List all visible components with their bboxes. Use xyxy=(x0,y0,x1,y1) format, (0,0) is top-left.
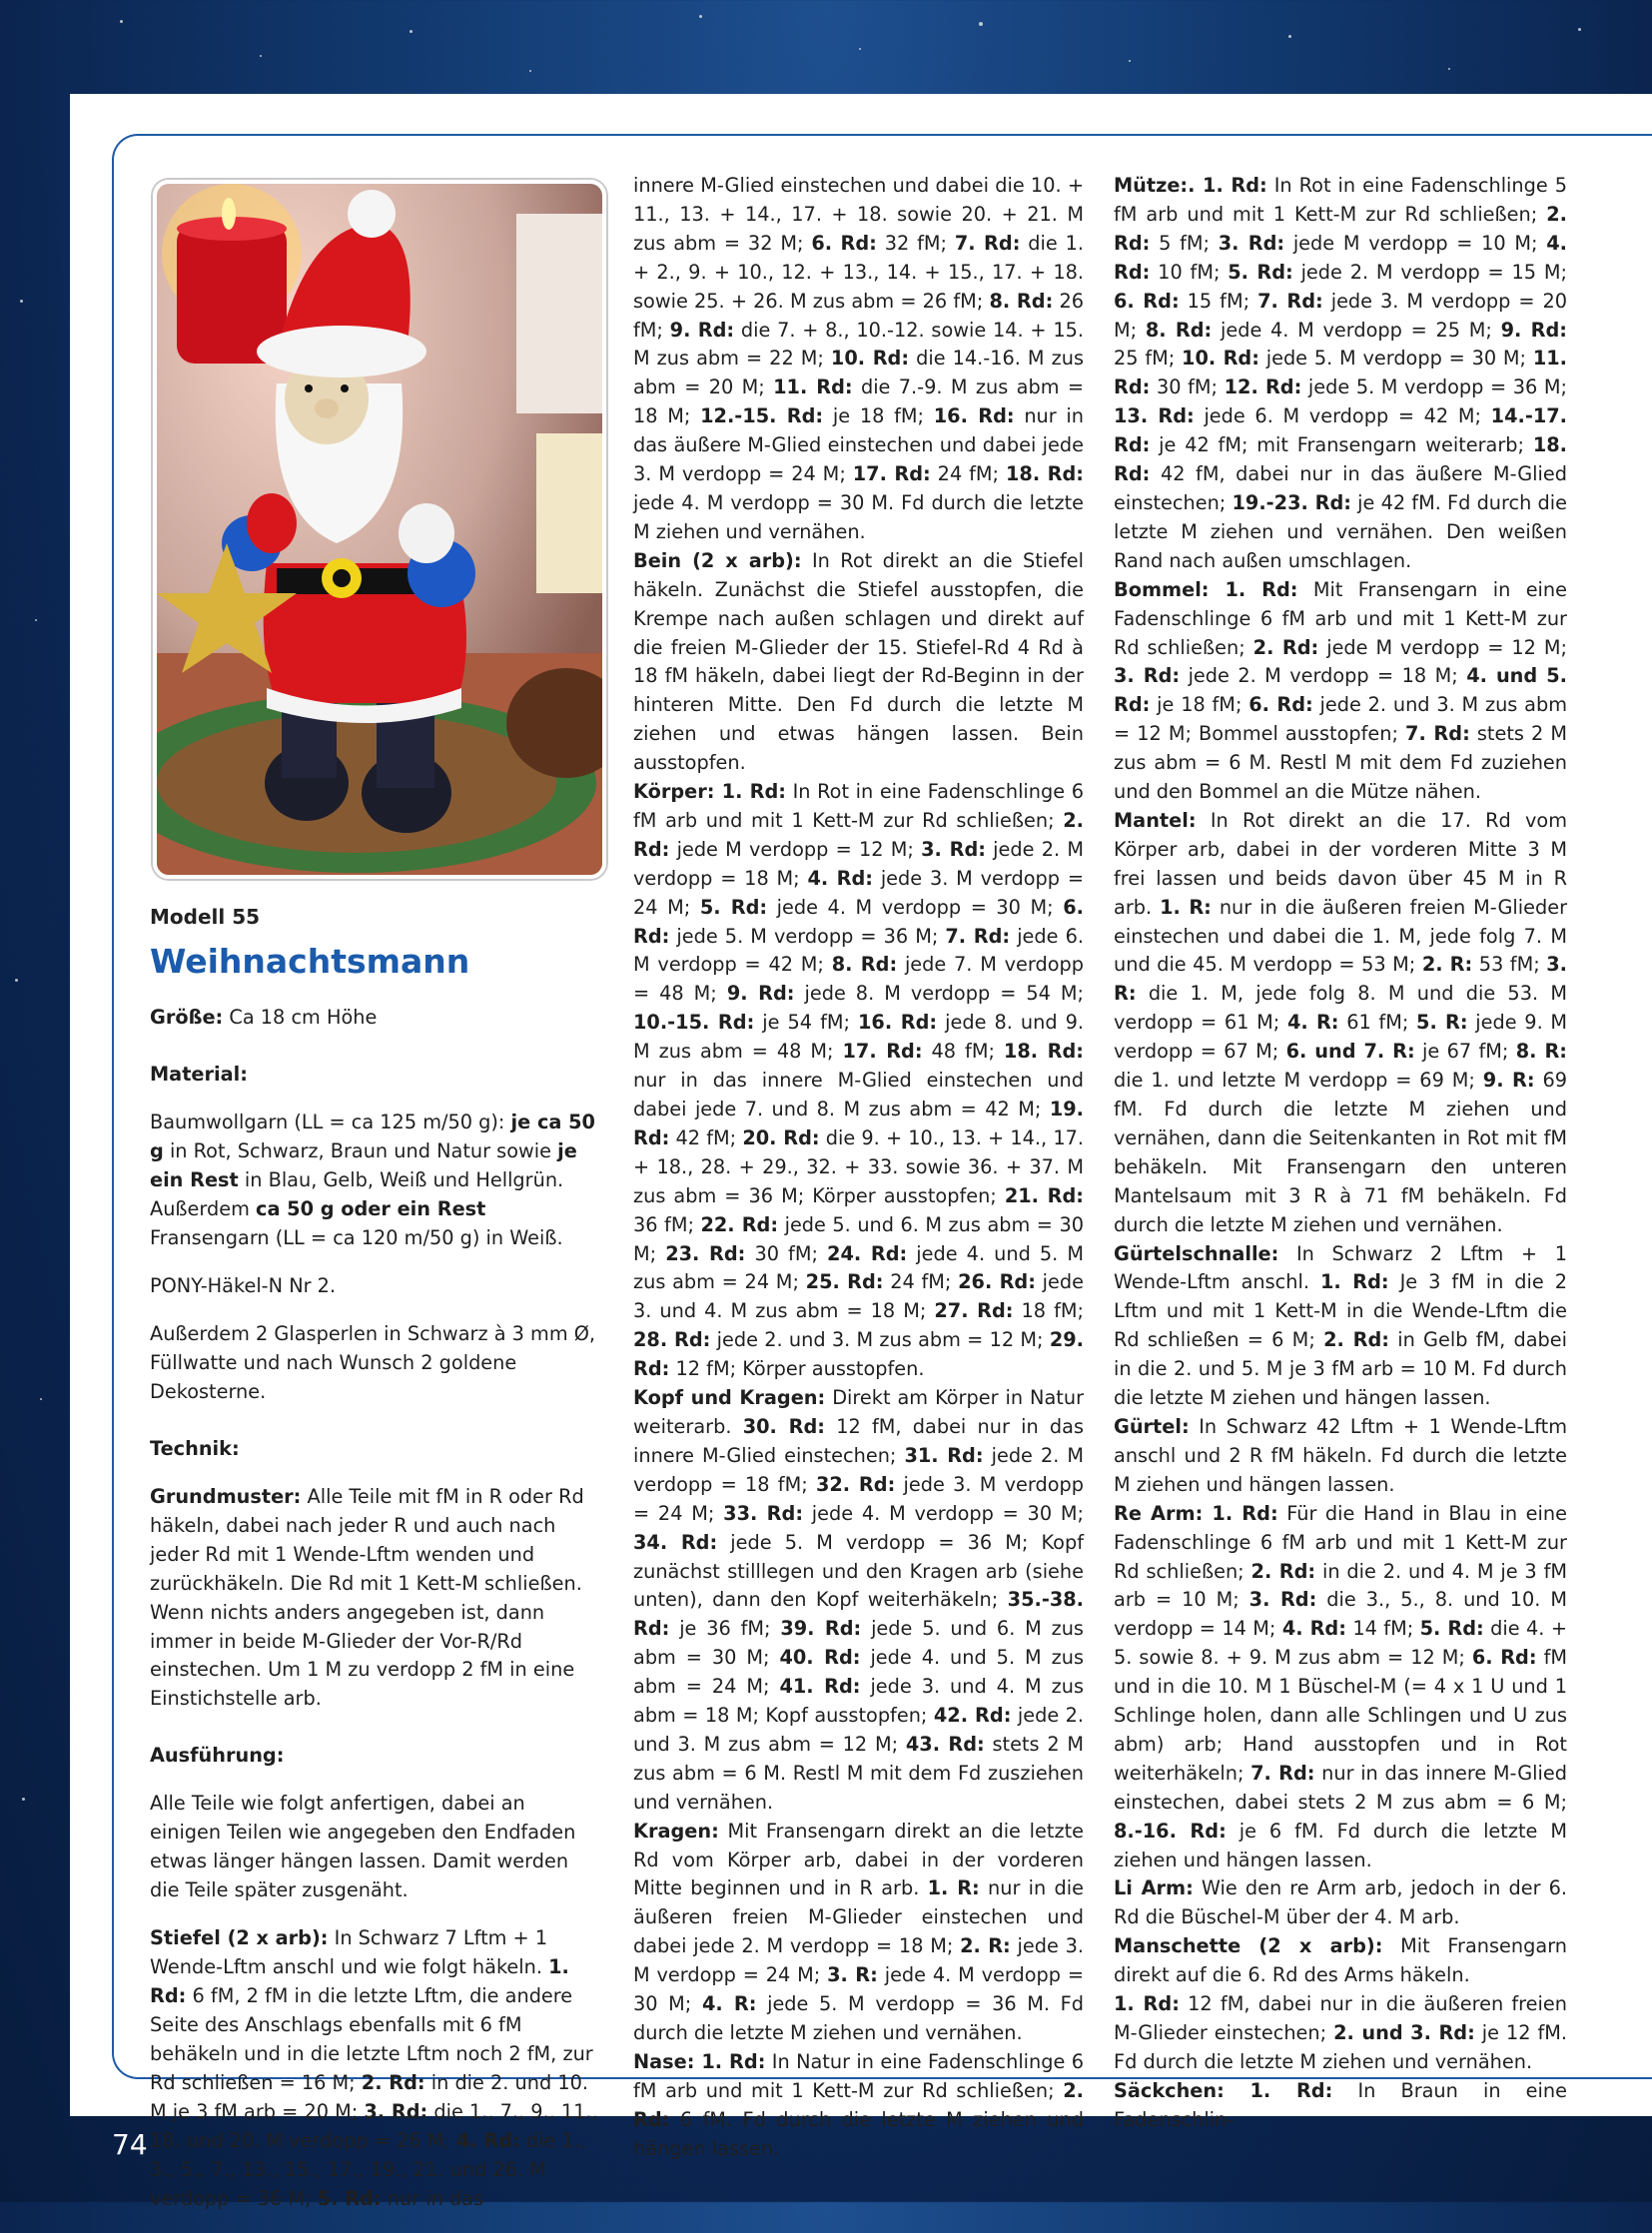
text-run: In Braun in eine Fadenschlin- xyxy=(1114,2078,1567,2131)
bold-label: Kragen: xyxy=(633,1819,719,1843)
bold-label: Mantel: xyxy=(1114,808,1197,832)
text-run: die 9. + 10., 13. + 14., 17. + 18., 28. + 29., 32. + 33. sowie 36. + 37. M zus abm = 36 M; Körper ausstopfen; xyxy=(633,1125,1084,1207)
text-run: Je 3 fM in die 2 Lftm und mit 1 Kett-M in die Wende-Lftm die Rd schließen = 6 M; xyxy=(1114,1270,1567,1352)
size-value: Ca 18 cm Höhe xyxy=(223,1005,378,1029)
bold-label: 1. Rd: xyxy=(1319,1270,1389,1294)
bold-label: 6. und 7. R: xyxy=(1285,1040,1415,1064)
text-run: 69 fM. Fd durch die letzte M ziehen und vernähen, dann die Seitenkanten in Rot mit fM behäkeln. Mit Fransengarn den unteren Mantelsaum mit 3 R à 71 fM behäkeln. Fd durch die letzte M ziehen und vernähen. xyxy=(1114,1069,1567,1236)
text-run: je 54 fM; xyxy=(754,1011,859,1035)
text-run: jede 2. M verdopp = 15 M; xyxy=(1292,260,1567,284)
bold-label: Li Arm: xyxy=(1114,1876,1194,1900)
bold-label: Manschette (2 x arb): xyxy=(1114,1934,1383,1958)
text-run: In Natur in eine Fadenschlinge 6 fM arb und mit 1 Kett-M zur Rd schließen; xyxy=(633,2049,1084,2102)
text-run: jede 2. und 3. M zus abm = 12 M; Bommel ausstopfen; xyxy=(1114,693,1567,746)
technik-text xyxy=(150,1483,600,1714)
text-run: in Rot, Schwarz, Braun und Natur sowie xyxy=(163,1138,558,1162)
instruction-paragraph xyxy=(633,1384,1084,1818)
bold-label: 4. R: xyxy=(1286,1011,1339,1035)
bold-label: 4. und 5. Rd: xyxy=(1114,664,1567,717)
instruction-paragraph xyxy=(1114,1990,1567,2077)
bold-label: 11. Rd: xyxy=(773,375,853,399)
technik-heading: Technik: xyxy=(150,1436,240,1460)
bold-label: 13. Rd: xyxy=(1114,404,1195,428)
instruction-paragraph xyxy=(1114,1240,1567,1413)
text-run: je 12 fM. Fd durch die letzte M ziehen und vernähen. xyxy=(1114,2021,1567,2073)
instruction-paragraph xyxy=(633,547,1084,778)
text-run: in die 2. und 4. M je 3 fM arb = 10 M; xyxy=(1114,1559,1567,1612)
text-run: 25 fM; xyxy=(1114,347,1183,371)
bold-label: 3. R: xyxy=(827,1963,878,1987)
text-run: 24 fM; xyxy=(883,1270,959,1294)
material-section xyxy=(150,1061,600,1407)
text-run: jede 4. M verdopp = 30 M; xyxy=(633,1963,1085,2016)
text-run: jede 8. M verdopp = 54 M; xyxy=(794,982,1084,1006)
bold-label: Gürtel: xyxy=(1114,1414,1190,1438)
bold-label: Körper: 1. Rd: xyxy=(633,780,786,804)
text-run: die 1., 7., 9., 11., 18. und 20. M verdopp = 26 M; xyxy=(150,2099,598,2152)
bold-label: 1. R: xyxy=(927,1876,980,1900)
bold-label: 3. Rd: xyxy=(1248,1588,1317,1612)
technik-section xyxy=(150,1435,600,1714)
text-run: jede 3. und 4. M zus abm = 18 M; xyxy=(633,1270,1084,1323)
text-run: Alle Teile mit fM in R oder Rd häkeln, dabei nach jeder R und auch nach jeder Rd mit 1 Wende-Lftm wenden und zurückhäkeln. Die Rd mit 1 Kett-M schließen. Wenn nichts anders angegeben ist, dann immer in beide M-Glieder der Vor-R/Rd einstechen. Um 1 M zu verdopp 2 fM in eine Einstichstelle arb. xyxy=(150,1484,584,1711)
text-run: jede 5. M verdopp = 30 M; xyxy=(1258,347,1533,371)
bold-label: 42. Rd: xyxy=(933,1704,1012,1728)
text-run: jede 3. M verdopp = 24 M; xyxy=(633,1934,1084,1987)
bold-label: 3. Rd: xyxy=(921,837,986,861)
bold-label: Kopf und Kragen: xyxy=(633,1386,826,1410)
text-run: innere M-Glied einstechen und dabei die 10. + 11., 13. + 14., 17. + 18. sowie 20. + 21. M zus abm = 32 M; xyxy=(633,174,1084,255)
bold-label: 5. Rd: xyxy=(317,2186,382,2210)
text-run: jede 5. M verdopp = 36 M; xyxy=(669,924,946,948)
middle-column xyxy=(633,172,1084,2164)
text-run: jede 8. und 9. M zus abm = 48 M; xyxy=(633,1011,1084,1064)
text-run: jede M verdopp = 12 M; xyxy=(669,837,922,861)
ausfuehrung-heading: Ausführung: xyxy=(150,1744,285,1768)
right-column xyxy=(1114,172,1567,2135)
text-run: je 36 fM; xyxy=(669,1617,781,1641)
text-run: 12 fM, dabei nur in die äußeren freien M-Glieder einstechen; xyxy=(1114,1992,1567,2044)
ausfuehrung-section xyxy=(150,1742,600,2213)
bold-label: 26. Rd: xyxy=(958,1270,1036,1294)
text-run: 12 fM, dabei nur in das innere M-Glied einstechen; xyxy=(633,1414,1084,1467)
text-run: 30 fM; xyxy=(1150,375,1225,399)
bold-label: 1. Rd: xyxy=(150,1955,569,2008)
bold-label: 4. Rd: xyxy=(455,2128,520,2152)
bold-label: 5. Rd: xyxy=(1419,1617,1484,1641)
bold-label: 8. Rd: xyxy=(989,289,1054,313)
instruction-paragraph xyxy=(633,2048,1084,2164)
text-run: Mit Fransengarn direkt an die letzte Rd vom Körper arb, dabei in der vorderen Mitte beginnen und in R arb. xyxy=(633,1819,1084,1900)
text-run: je 42 fM. Fd durch die letzte M ziehen und vernähen. Den weißen Rand nach außen umschlagen. xyxy=(1114,490,1568,572)
text-run: 26 fM; xyxy=(633,289,1084,342)
text-run: 42 fM; xyxy=(669,1125,743,1149)
text-run: die 7. + 8., 10.-12. sowie 14. + 15. M zus abm = 22 M; xyxy=(633,318,1084,371)
text-run: jede 2. M verdopp = 18 M; xyxy=(1180,664,1467,688)
bold-label: 7. Rd: xyxy=(1405,722,1470,746)
bold-label: 6. Rd: xyxy=(1114,289,1180,313)
text-run: jede 7. M verdopp = 48 M; xyxy=(633,953,1084,1006)
bold-label: 9. Rd: xyxy=(1500,318,1567,342)
bold-label: 3. Rd: xyxy=(364,2099,428,2123)
bold-label: 8.-16. Rd: xyxy=(1114,1819,1227,1843)
bold-label: 31. Rd: xyxy=(904,1443,984,1467)
bold-label: 16. Rd: xyxy=(858,1011,938,1035)
bold-label: 17. Rd: xyxy=(852,462,931,486)
bold-label: 5. Rd: xyxy=(1228,260,1293,284)
text-run: 42 fM, dabei nur in das äußere M-Glied einstechen; xyxy=(1114,462,1567,514)
text-run: jede 3. M verdopp = 24 M; xyxy=(633,866,1084,919)
text-run: je 6 fM. Fd durch die letzte M ziehen und hängen lassen. xyxy=(1114,1819,1567,1871)
text-run: jede 6. M verdopp = 42 M; xyxy=(633,924,1084,977)
text-run: jede 6. M verdopp = 42 M; xyxy=(1194,404,1491,428)
bold-label: 18. Rd: xyxy=(1005,462,1085,486)
bold-label: Gürtelschnalle: xyxy=(1114,1241,1279,1265)
bold-label: 25. Rd: xyxy=(805,1270,884,1294)
bold-label: 7. Rd: xyxy=(1250,1761,1315,1785)
text-run: In Rot direkt an die 17. Rd vom Körper arb, dabei in der vorderen Mitte 3 M frei lassen und beids davon über 45 M in R arb. xyxy=(1114,808,1567,919)
page-number: 74 xyxy=(112,2128,148,2161)
bold-label: 29. Rd: xyxy=(633,1328,1084,1381)
text-run: jede 2. M verdopp = 18 fM; xyxy=(633,1443,1084,1496)
bold-label: 23. Rd: xyxy=(665,1241,746,1265)
text-run: jede 5. M verdopp = 36 M. Fd durch die letzte M ziehen und vernähen. xyxy=(633,1992,1084,2044)
text-run: In Schwarz 2 Lftm + 1 Wende-Lftm anschl. xyxy=(1114,1241,1567,1294)
bold-label: 28. Rd: xyxy=(633,1328,711,1352)
bold-label: je ein Rest xyxy=(150,1138,577,1191)
bold-label: 12. Rd: xyxy=(1224,375,1302,399)
text-run: jede 4. und 5. M zus abm = 24 M; xyxy=(633,1646,1084,1699)
bold-label: 40. Rd: xyxy=(779,1646,861,1670)
text-run: jede 4. M verdopp = 25 M; xyxy=(1212,318,1501,342)
bold-label: Stiefel (2 x arb): xyxy=(150,1926,329,1950)
material-heading: Material: xyxy=(150,1062,248,1086)
bold-label: 30. Rd: xyxy=(742,1414,826,1438)
text-run: je 18 fM; xyxy=(1150,693,1249,717)
bold-label: 6. Rd: xyxy=(1248,693,1313,717)
text-run: nur in das äußere M-Glied einstechen und dabei jede 3. M verdopp = 24 M; xyxy=(633,404,1085,486)
text-run: In Rot in eine Fadenschlinge 5 fM arb und mit 1 Kett-M zur Rd schließen; xyxy=(1114,174,1567,226)
material-line-1: PONY-Häkel-N Nr 2. xyxy=(150,1273,337,1297)
text-run: jede 5. und 6. M zus abm = 30 M; xyxy=(633,1617,1084,1670)
bold-label: 5. Rd: xyxy=(699,895,768,919)
text-run: nur in die äußeren freien M-Glieder einstechen und dabei die 1. M, jede folg 7. M und die 45. M verdopp = 53 M; xyxy=(1114,895,1567,977)
bold-label: 21. Rd: xyxy=(1004,1183,1084,1207)
bold-label: Mütze:. 1. Rd: xyxy=(1114,174,1267,197)
material-line-2: Außerdem 2 Glasperlen in Schwarz à 3 mm Ø, Füllwatte und nach Wunsch 2 goldene Dekosterne. xyxy=(150,1322,596,1403)
text-run: 48 fM; xyxy=(922,1040,1004,1064)
bold-label: 16. Rd: xyxy=(933,404,1015,428)
bold-label: 6. Rd: xyxy=(633,895,1084,948)
text-run: 30 fM; xyxy=(745,1241,828,1265)
bold-label: 2. Rd: xyxy=(1323,1328,1389,1352)
bold-label: Bommel: 1. Rd: xyxy=(1114,577,1298,601)
text-run: 24 fM; xyxy=(930,462,1006,486)
instruction-paragraph xyxy=(1114,1413,1567,1500)
text-run: 10 fM; xyxy=(1150,260,1229,284)
bold-label: 19.-23. Rd: xyxy=(1232,490,1351,514)
ausfuehrung-text: Alle Teile wie folgt anfertigen, dabei an einigen Teilen wie angegeben den Endfaden etwas länger hängen lassen. Damit werden die Teile später zusgenäht. xyxy=(150,1792,576,1902)
text-run: fM und in die 10. M 1 Büschel-M (= 4 x 1 U und 1 Schlinge holen, dann alle Schlingen und U zus abm) arb; Hand ausstopfen und in Rot weiterhäkeln; xyxy=(1114,1646,1567,1785)
text-run: stets 2 M zus abm = 6 M. Restl M mit dem Fd zusziehen und vernähen. xyxy=(633,1732,1084,1814)
bold-label: 2. Rd: xyxy=(361,2070,425,2094)
bold-label: 35.-38. Rd: xyxy=(633,1588,1084,1641)
text-run: jede 2. M verdopp = 18 M; xyxy=(633,837,1084,890)
text-run: 5 fM; xyxy=(1150,231,1219,255)
bold-label: 19. Rd: xyxy=(633,1098,1084,1149)
text-run: in die 2. und 10. M je 3 fM arb = 20 M; xyxy=(150,2070,589,2123)
bold-label: Nase: 1. Rd: xyxy=(633,2049,766,2073)
bold-label: 2. Rd: xyxy=(1252,635,1319,659)
text-run: nur in das innere M-Glied einstechen und dabei jede 7. und 8. M zus abm = 42 M; xyxy=(633,1069,1084,1120)
instruction-paragraph xyxy=(633,1818,1084,2048)
text-run: je 67 fM; xyxy=(1414,1040,1516,1064)
bold-label: 2. R: xyxy=(960,1934,1011,1958)
text-run: Für die Hand in Blau in eine Fadenschlinge 6 fM arb und mit 1 Kett-M zur Rd schließen; xyxy=(1114,1501,1567,1583)
text-run: In Rot in eine Fadenschlinge 6 fM arb und mit 1 Kett-M zur Rd schließen; xyxy=(633,780,1084,832)
text-run: jede 3. M verdopp = 20 M; xyxy=(1114,289,1567,342)
instruction-paragraph xyxy=(1114,172,1567,576)
text-run: In Schwarz 42 Lftm + 1 Wende-Lftm anschl und 2 R fM häkeln. Fd durch die letzte M ziehen und hängen lassen. xyxy=(1114,1414,1567,1496)
text-run: Mit Fransengarn direkt auf die 6. Rd des Arms häkeln. xyxy=(1114,1934,1568,1987)
instruction-paragraph xyxy=(1114,2077,1567,2135)
bold-label: 5. R: xyxy=(1416,1011,1468,1035)
text-run: 14 fM; xyxy=(1345,1617,1420,1641)
instruction-paragraph xyxy=(1114,807,1567,1240)
bold-label: Re Arm: 1. Rd: xyxy=(1114,1501,1278,1525)
stiefel-text xyxy=(150,1924,600,2213)
bold-label: 14.-17. Rd: xyxy=(1114,404,1567,457)
bold-label: 1. Rd: xyxy=(1114,1992,1180,2016)
text-run: Mit Fransengarn in eine Fadenschlinge 6 fM arb und mit 1 Kett-M zur Rd schließen; xyxy=(1114,577,1567,659)
bold-label: 18. Rd: xyxy=(1003,1040,1084,1064)
text-run: jede 9. M verdopp = 67 M; xyxy=(1114,1011,1568,1064)
text-run: jede 4. M verdopp = 30 M; xyxy=(767,895,1064,919)
size-line xyxy=(150,1004,600,1033)
bold-label: 34. Rd: xyxy=(633,1530,718,1554)
model-number: Modell 55 xyxy=(150,905,261,929)
bold-label: 4. Rd: xyxy=(807,866,873,890)
size-label: Größe: xyxy=(150,1005,224,1029)
bold-label: 3. Rd: xyxy=(1114,664,1181,688)
text-run: die 1. + 2., 9. + 10., 12. + 13., 14. + 15., 17. + 18. sowie 25. + 26. M zus abm = 26 fM; xyxy=(633,231,1084,313)
bold-label: 4. R: xyxy=(701,1992,757,2016)
text-run: stets 2 M zus abm = 6 M. Restl M mit dem Fd zuziehen und den Bommel an die Mütze nähen. xyxy=(1114,722,1567,804)
bold-label: 7. Rd: xyxy=(945,924,1011,948)
bold-label: 17. Rd: xyxy=(842,1040,923,1064)
material-text xyxy=(150,1109,600,1253)
text-run: 53 fM; xyxy=(1472,953,1547,977)
bold-label: 8. Rd: xyxy=(1145,318,1213,342)
bold-label: 1. R: xyxy=(1160,895,1212,919)
bold-label: 12.-15. Rd: xyxy=(700,404,824,428)
text-run: jede 5. und 6. M zus abm = 30 M; xyxy=(633,1212,1084,1265)
instruction-paragraph xyxy=(1114,1932,1567,1990)
text-run: nur in die äußeren freien M-Glieder einstechen und dabei jede 2. M verdopp = 18 M; xyxy=(633,1876,1084,1958)
text-run: jede 3. M verdopp = 24 M; xyxy=(633,1472,1084,1525)
bold-label: 33. Rd: xyxy=(723,1501,804,1525)
bold-label: je ca 50 g xyxy=(150,1111,595,1162)
text-run: Baumwollgarn (LL = ca 125 m/50 g): xyxy=(150,1111,511,1134)
bold-label: Grundmuster: xyxy=(150,1484,302,1508)
bold-label: 11. Rd: xyxy=(1114,347,1567,399)
bold-label: 8. Rd: xyxy=(831,953,898,977)
text-run: jede M verdopp = 12 M; xyxy=(1318,635,1567,659)
bold-label: 32. Rd: xyxy=(815,1472,896,1496)
instruction-paragraph xyxy=(633,778,1084,1384)
text-run: jede 4. M verdopp = 30 M; xyxy=(803,1501,1084,1525)
bold-label: 2. Rd: xyxy=(1250,1559,1316,1583)
text-run: die 1. M, jede folg 8. M und die 53. M verdopp = 61 M; xyxy=(1114,982,1567,1035)
text-run: 32 fM; xyxy=(876,231,955,255)
text-run: jede 3. und 4. M zus abm = 18 M; Kopf ausstopfen; xyxy=(633,1675,1084,1728)
bold-label: 9. Rd: xyxy=(669,318,735,342)
instruction-paragraph xyxy=(1114,1500,1567,1875)
text-run: je 18 fM; xyxy=(823,404,934,428)
text-run: jede 2. und 3. M zus abm = 12 M; xyxy=(633,1704,1085,1756)
bold-label: 10. Rd: xyxy=(1182,347,1259,371)
bold-label: 3. Rd: xyxy=(1218,231,1285,255)
bold-label: 39. Rd: xyxy=(780,1617,862,1641)
bold-label: 24. Rd: xyxy=(827,1241,908,1265)
bold-label: Bein (2 x arb): xyxy=(633,548,802,572)
bold-label: 2. Rd: xyxy=(633,808,1084,861)
bold-label: 10. Rd: xyxy=(830,347,910,371)
bold-label: 2. Rd: xyxy=(1114,202,1567,255)
text-run: jede 4. M verdopp = 30 M. Fd durch die letzte M ziehen und vernähen. xyxy=(633,490,1084,543)
text-run: 15 fM; xyxy=(1179,289,1258,313)
text-run: 36 fM; xyxy=(633,1212,701,1236)
text-run: Direkt am Körper in Natur weiterarb. xyxy=(633,1386,1085,1438)
bold-label: 27. Rd: xyxy=(934,1299,1014,1323)
bold-label: 8. R: xyxy=(1515,1040,1567,1064)
bold-label: 2. Rd: xyxy=(633,2078,1084,2131)
text-run: jede 2. und 3. M zus abm = 12 M; xyxy=(710,1328,1050,1352)
text-run: Wie den re Arm arb, jedoch in der 6. Rd die Büschel-M über der 4. M arb. xyxy=(1114,1876,1567,1929)
text-run: In Schwarz 7 Lftm + 1 Wende-Lftm anschl und wie folgt häkeln. xyxy=(150,1926,549,1979)
bold-label: 6. Rd: xyxy=(1471,1646,1537,1670)
bold-label: 43. Rd: xyxy=(905,1732,985,1756)
bold-label: 41. Rd: xyxy=(779,1675,861,1699)
text-run: jede 5. M verdopp = 36 M; Kopf zunächst stilllegen und den Kragen arb (siehe unten), dann den Kopf weiterhäkeln; xyxy=(633,1530,1084,1612)
text-run: jede M verdopp = 10 M; xyxy=(1284,231,1547,255)
bold-label: 10.-15. Rd: xyxy=(633,1011,755,1035)
text-run: Fransengarn (LL = ca 120 m/50 g) in Weiß. xyxy=(150,1225,563,1249)
bold-label: 9. R: xyxy=(1482,1069,1535,1093)
bold-label: 7. Rd: xyxy=(1257,289,1323,313)
text-run: die 4. + 5. sowie 8. + 9. M zus abm = 12 M; xyxy=(1114,1617,1567,1670)
text-run: in Gelb fM, dabei in die 2. und 5. M je 3 fM arb = 10 M. Fd durch die letzte M ziehen und hängen lassen. xyxy=(1114,1328,1567,1410)
santa-photo xyxy=(153,180,606,879)
text-run: nur in das xyxy=(381,2186,483,2210)
bold-label: 22. Rd: xyxy=(700,1212,779,1236)
bold-label: ca 50 g oder ein Rest xyxy=(256,1196,486,1220)
bold-label: Säckchen: 1. Rd: xyxy=(1114,2078,1333,2102)
text-run: in Blau, Gelb, Weiß und Hellgrün. Außerdem xyxy=(150,1167,564,1220)
text-run: je 42 fM; mit Fransengarn weiterarb; xyxy=(1150,433,1533,457)
text-run: 6 fM, 2 fM in die letzte Lftm, die andere Seite des Anschlags ebenfalls mit 6 fM behäkeln und in die letzte Lftm noch 2 fM, zur Rd schließen = 16 M; xyxy=(150,1984,593,2094)
text-run: die 1. und letzte M verdopp = 69 M; xyxy=(1114,1069,1483,1093)
text-run: 12 fM; Körper ausstopfen. xyxy=(669,1357,925,1381)
bold-label: 6. Rd: xyxy=(811,231,877,255)
bold-label: 4. Rd: xyxy=(1281,1617,1346,1641)
text-run: jede 4. und 5. M zus abm = 24 M; xyxy=(633,1241,1084,1294)
bold-label: 2. und 3. Rd: xyxy=(1333,2021,1475,2044)
text-run: die 1., 3., 5., 7., 13., 15., 17., 19., 21. und 26. M verdopp = 36 M; xyxy=(150,2128,586,2210)
left-column xyxy=(150,903,600,2233)
bold-label: 2. R: xyxy=(1421,953,1473,977)
instruction-paragraph xyxy=(1114,1874,1567,1932)
instruction-paragraph xyxy=(633,172,1084,547)
bold-label: 20. Rd: xyxy=(742,1125,820,1149)
pattern-title: Weihnachtsmann xyxy=(150,941,470,981)
text-run: 18 fM; xyxy=(1013,1299,1084,1323)
text-run: jede 5. M verdopp = 36 M; xyxy=(1301,375,1568,399)
bold-label: 3. R: xyxy=(1114,953,1567,1006)
instruction-paragraph xyxy=(1114,576,1567,807)
text-run: In Rot direkt an die Stiefel häkeln. Zunächst die Stiefel ausstopfen, die Krempe nach außen schlagen und direkt auf die freien M-Glieder der 15. Stiefel-Rd 4 Rd à 18 fM häkeln, dabei liegt der Rd-Beginn in der hinteren Mitte. Den Fd durch die letzte M ziehen und etwas hängen lassen. Bein ausstopfen. xyxy=(633,548,1084,775)
text-run: nur in das innere M-Glied einstechen, dabei stets 2 M zus abm = 6 M; xyxy=(1114,1761,1567,1814)
text-run: 61 fM; xyxy=(1338,1011,1417,1035)
bold-label: 18. Rd: xyxy=(1114,433,1567,486)
text-run: die 7.-9. M zus abm = 18 M; xyxy=(633,375,1084,428)
bold-label: 9. Rd: xyxy=(726,982,795,1006)
text-run: 6 fM. Fd durch die letzte M ziehen und hängen lassen. xyxy=(633,2107,1084,2160)
text-run: die 3., 5., 8. und 10. M verdopp = 14 M; xyxy=(1114,1588,1567,1641)
bold-label: 7. Rd: xyxy=(954,231,1021,255)
bold-label: 4. Rd: xyxy=(1114,231,1567,284)
text-run: die 14.-16. M zus abm = 20 M; xyxy=(633,347,1084,399)
